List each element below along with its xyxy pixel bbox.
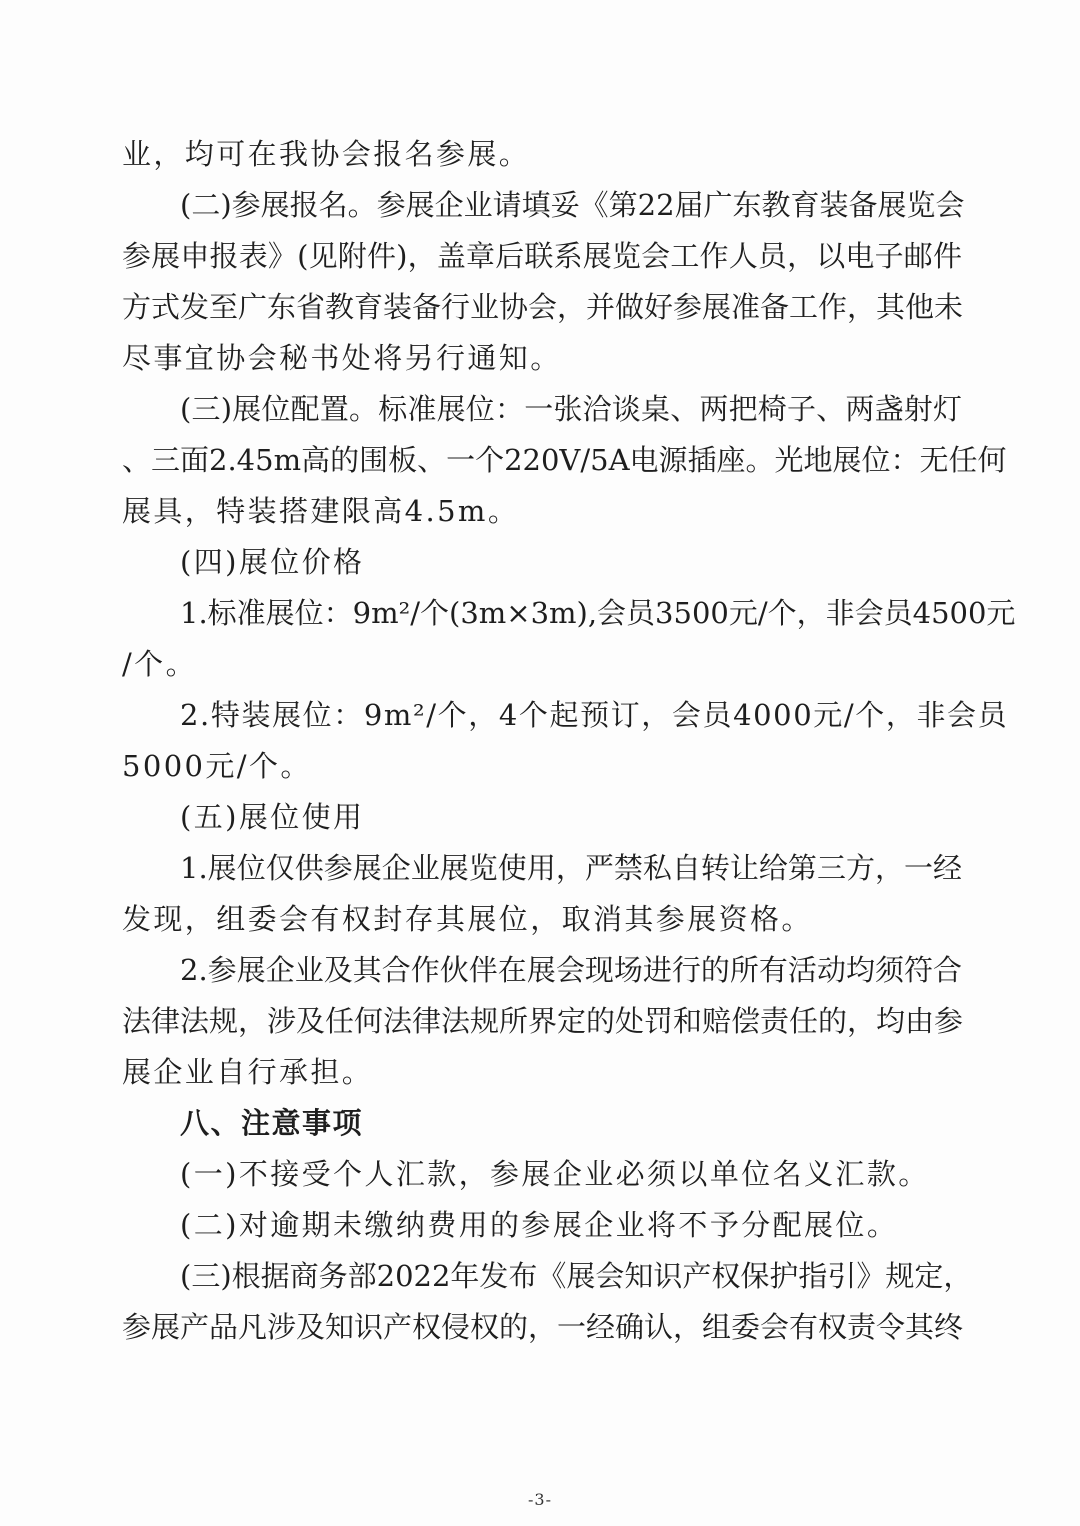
paragraph-line: (一)不接受个人汇款，参展企业必须以单位名义汇款。 xyxy=(180,1157,930,1191)
paragraph-line: 1.展位仅供参展企业展览使用，严禁私自转让给第三方，一经 xyxy=(180,851,962,885)
paragraph-line: (二)参展报名。参展企业请填妥《第22届广东教育装备展览会 xyxy=(180,188,965,222)
paragraph-line: 法律法规，涉及任何法律法规所界定的处罚和赔偿责任的，均由参 xyxy=(122,1004,964,1038)
section-heading: 八、注意事项 xyxy=(180,1106,364,1140)
section-subheading: (四)展位价格 xyxy=(180,545,365,579)
paragraph-line: 2.特装展位：9m²/个，4个起预订，会员4000元/个，非会员 xyxy=(180,698,1009,732)
paragraph-line: /个。 xyxy=(122,647,197,681)
paragraph-line: 2.参展企业及其合作伙伴在展会现场进行的所有活动均须符合 xyxy=(180,953,962,987)
paragraph-line: (三)根据商务部2022年发布《展会知识产权保护指引》规定， xyxy=(180,1259,973,1293)
paragraph-line: (二)对逾期未缴纳费用的参展企业将不予分配展位。 xyxy=(180,1208,899,1242)
paragraph-line: 、三面2.45m高的围板、一个220V/5A电源插座。光地展位：无任何 xyxy=(122,443,1007,477)
paragraph-line: 1.标准展位：9m²/个(3m×3m),会员3500元/个，非会员4500元 xyxy=(180,596,1016,630)
paragraph-line: 参展申报表》(见附件)，盖章后联系展览会工作人员，以电子邮件 xyxy=(122,239,962,273)
paragraph-line: 尽事宜协会秘书处将另行通知。 xyxy=(122,341,562,375)
paragraph-line: 5000元/个。 xyxy=(122,749,312,783)
paragraph-line: 发现，组委会有权封存其展位，取消其参展资格。 xyxy=(122,902,813,936)
page-number: -3- xyxy=(528,1490,552,1509)
section-subheading: (五)展位使用 xyxy=(180,800,365,834)
paragraph-line: 展企业自行承担。 xyxy=(122,1055,374,1089)
paragraph-line: 方式发至广东省教育装备行业协会，并做好参展准备工作，其他未 xyxy=(122,290,964,324)
paragraph-line: 业，均可在我协会报名参展。 xyxy=(122,137,531,171)
paragraph-line: (三)展位配置。标准展位：一张洽谈桌、两把椅子、两盏射灯 xyxy=(180,392,962,426)
paragraph-line: 展具，特装搭建限高4.5m。 xyxy=(122,494,520,528)
paragraph-line: 参展产品凡涉及知识产权侵权的，一经确认，组委会有权责令其终 xyxy=(122,1310,964,1344)
